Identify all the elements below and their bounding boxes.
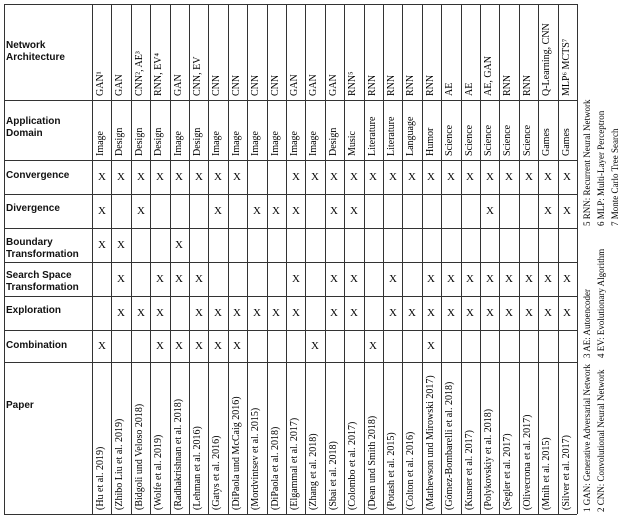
row-rule [4,330,577,331]
row-rule [4,4,577,5]
domain-cell: Image [270,131,281,156]
col-rule [286,4,287,514]
criterion-mark: X [156,340,164,352]
col-rule [441,4,442,514]
network-cell: GAN¹ [95,71,106,96]
criterion-mark: X [292,171,300,183]
criterion-mark: X [214,307,222,319]
domain-cell: Science [522,124,533,156]
col-rule [131,4,132,514]
criterion-mark: X [292,307,300,319]
network-cell: RNN⁵ [347,71,358,96]
paper-cell: (Zhibo Liu et al. 2019) [114,418,125,510]
network-cell: RNN [502,74,513,96]
paper-cell: (Lehman et al. 2016) [192,426,203,510]
criterion-mark: X [525,273,533,285]
criterion-mark: X [175,171,183,183]
domain-cell: Literature [386,116,397,156]
domain-cell: Image [289,131,300,156]
col-rule [558,4,559,514]
col-rule [480,4,481,514]
criterion-mark: X [486,171,494,183]
criterion-mark: X [195,307,203,319]
criterion-mark: X [156,273,164,285]
col-rule [344,4,345,514]
criterion-mark: X [330,205,338,217]
col-rule [538,4,539,514]
criterion-mark: X [137,171,145,183]
paper-cell: (Hu et al. 2019) [95,446,106,510]
footnote: 6 MLP: Multi-Layer Perceptron [596,110,606,226]
criterion-mark: X [175,239,183,251]
criterion-mark: X [369,171,377,183]
paper-cell: (Radhakrishnan et al. 2018) [173,398,184,510]
criterion-mark: X [195,340,203,352]
criterion-mark: X [233,340,241,352]
domain-cell: Image [250,131,261,156]
paper-cell: (Polykovskiy et al. 2018) [483,408,494,510]
criterion-mark: X [544,307,552,319]
domain-cell: Humor [425,127,436,156]
footnote: 3 AE: Autoencoder [582,289,592,358]
row-rule [4,228,577,229]
criterion-mark: X [195,171,203,183]
criterion-mark: X [117,239,125,251]
paper-cell: (Colton et al. 2016) [405,431,416,510]
network-cell: Q-Learning, CNN [541,23,552,96]
domain-cell: Science [464,124,475,156]
criterion-mark: X [98,171,106,183]
criterion-mark: X [137,205,145,217]
paper-cell: (Elgammal et al. 2017) [289,417,300,510]
paper-cell: (Segler et al. 2017) [502,433,513,510]
domain-cell: Games [561,128,572,156]
network-cell: GAN [328,74,339,96]
criterion-mark: X [505,171,513,183]
criterion-mark: X [137,307,145,319]
col-rule [519,4,520,514]
criterion-mark: X [330,171,338,183]
col-rule [577,4,578,514]
col-rule [189,4,190,514]
criterion-mark: X [292,273,300,285]
row-rule [4,296,577,297]
network-cell: RNN, EV⁴ [153,53,164,96]
row-header-paper: Paper [6,400,34,411]
criterion-mark: X [525,171,533,183]
col-rule [92,4,93,514]
paper-cell: (DiPaola et al. 2018) [270,426,281,510]
footnote: 4 EV: Evolutionary Algorithm [596,248,606,358]
paper-cell: (Gatys et al. 2016) [211,435,222,510]
network-cell: AE, GAN [483,56,494,96]
criterion-mark: X [98,239,106,251]
col-rule [499,4,500,514]
criterion-mark: X [214,171,222,183]
row-header-exploration: Exploration [6,305,62,316]
col-rule [305,4,306,514]
paper-cell: (DiPaola und McCaig 2016) [231,396,242,510]
footnote: 5 RNN: Recurrent Neural Network [582,99,592,226]
criterion-mark: X [389,273,397,285]
domain-cell: Image [231,131,242,156]
col-rule [383,4,384,514]
paper-cell: (Kusner et al. 2017) [464,430,475,510]
criterion-mark: X [505,273,513,285]
criterion-mark: X [466,273,474,285]
criterion-mark: X [117,171,125,183]
criterion-mark: X [233,307,241,319]
criterion-mark: X [427,171,435,183]
criterion-mark: X [98,205,106,217]
criterion-mark: X [156,307,164,319]
network-cell: RNN [405,74,416,96]
criterion-mark: X [505,307,513,319]
criterion-mark: X [544,273,552,285]
domain-cell: Literature [367,116,378,156]
criterion-mark: X [447,307,455,319]
criterion-mark: X [156,171,164,183]
col-rule [325,4,326,514]
criterion-mark: X [544,171,552,183]
col-rule [267,4,268,514]
paper-cell: (Mordvintsev et al. 2015) [250,407,261,510]
criterion-mark: X [253,307,261,319]
network-cell: CNN [231,74,242,96]
criterion-mark: X [175,273,183,285]
criterion-mark: X [447,171,455,183]
footnote: 2 CNN: Convolutional Neural Network [596,369,606,512]
domain-cell: Music [347,131,358,156]
criterion-mark: X [117,307,125,319]
criterion-mark: X [563,171,571,183]
domain-cell: Image [95,131,106,156]
col-rule [170,4,171,514]
network-cell: RNN [522,74,533,96]
domain-cell: Design [328,127,339,156]
network-cell: CNN [211,74,222,96]
criterion-mark: X [214,205,222,217]
footnote: 1 GAN: Generative Adversarial Network [582,364,592,512]
row-rule [4,262,577,263]
row-header-network-architecture: Network Architecture [6,40,65,63]
criterion-mark: X [427,273,435,285]
criterion-mark: X [233,171,241,183]
criterion-mark: X [486,205,494,217]
network-cell: GAN [173,74,184,96]
criterion-mark: X [350,205,358,217]
footnote: 7 Monte Carlo Tree Search [610,128,620,226]
paper-cell: (Zhang et al. 2018) [308,433,319,510]
criterion-mark: X [563,307,571,319]
paper-cell: (Wolfe et al. 2019) [153,434,164,510]
network-cell: AE [444,82,455,96]
criterion-mark: X [486,307,494,319]
criterion-mark: X [427,307,435,319]
row-header-divergence: Divergence [6,203,60,214]
criterion-mark: X [330,273,338,285]
row-header-convergence: Convergence [6,170,70,181]
criterion-mark: X [311,171,319,183]
domain-cell: Science [502,124,513,156]
network-cell: GAN [114,74,125,96]
col-rule [247,4,248,514]
criterion-mark: X [447,273,455,285]
criterion-mark: X [389,171,397,183]
criterion-mark: X [563,273,571,285]
paper-cell: (Bidgoli und Veloso 2018) [134,403,145,510]
col-rule [208,4,209,514]
criterion-mark: X [195,273,203,285]
paper-cell: (Mnih et al. 2015) [541,437,552,510]
criterion-mark: X [117,273,125,285]
domain-cell: Design [134,127,145,156]
criterion-mark: X [98,340,106,352]
network-cell: RNN [425,74,436,96]
criterion-mark: X [330,307,338,319]
paper-cell: (Silver et al. 2017) [561,435,572,510]
criterion-mark: X [544,205,552,217]
criterion-mark: X [272,307,280,319]
row-header-search-space-transformation: Search Space Transformation [6,270,79,293]
criterion-mark: X [214,340,222,352]
domain-cell: Design [114,127,125,156]
criterion-mark: X [427,340,435,352]
network-cell: RNN [367,74,378,96]
row-rule [4,100,577,101]
criterion-mark: X [175,340,183,352]
criterion-mark: X [272,205,280,217]
paper-cell: (Dean und Smith 2018) [367,415,378,510]
network-cell: AE [464,82,475,96]
row-rule [4,194,577,195]
row-header-combination: Combination [6,340,68,351]
criterion-mark: X [350,171,358,183]
domain-cell: Design [153,127,164,156]
criterion-mark: X [350,307,358,319]
network-cell: CNN², AE³ [134,51,145,96]
row-header-application-domain: Application Domain [6,116,61,139]
col-rule [228,4,229,514]
domain-cell: Science [444,124,455,156]
domain-cell: Image [173,131,184,156]
criterion-mark: X [292,205,300,217]
network-cell: RNN [386,74,397,96]
domain-cell: Image [211,131,222,156]
criterion-mark: X [563,205,571,217]
row-rule [4,160,577,161]
paper-cell: (Sbai et al. 2018) [328,441,339,510]
criterion-mark: X [466,307,474,319]
row-rule [4,362,577,363]
criterion-mark: X [486,273,494,285]
criterion-mark: X [253,205,261,217]
paper-cell: (Gómez-Bombarelli et al. 2018) [444,381,455,510]
paper-cell: (Colombo et al. 2017) [347,421,358,510]
criterion-mark: X [311,340,319,352]
domain-cell: Image [308,131,319,156]
paper-cell: (Mathewson und Mirowski 2017) [425,375,436,510]
row-rule [4,514,577,515]
network-cell: MLP⁶ MCTS⁷ [561,38,572,96]
col-rule [150,4,151,514]
domain-cell: Design [192,127,203,156]
network-cell: CNN, EV [192,56,203,96]
col-rule [364,4,365,514]
paper-cell: (Olivecrona et al. 2017) [522,414,533,510]
network-cell: GAN [308,74,319,96]
criterion-mark: X [408,171,416,183]
col-rule [4,4,5,514]
paper-cell: (Potash et al. 2015) [386,432,397,510]
domain-cell: Language [405,116,416,156]
criterion-mark: X [525,307,533,319]
col-rule [422,4,423,514]
criterion-mark: X [466,171,474,183]
network-cell: GAN [289,74,300,96]
criterion-mark: X [350,273,358,285]
criterion-mark: X [389,307,397,319]
criterion-mark: X [408,307,416,319]
network-cell: CNN [270,74,281,96]
row-header-boundary-transformation: Boundary Transformation [6,237,79,260]
network-cell: CNN [250,74,261,96]
col-rule [111,4,112,514]
col-rule [461,4,462,514]
col-rule [402,4,403,514]
domain-cell: Science [483,124,494,156]
criterion-mark: X [369,340,377,352]
domain-cell: Games [541,128,552,156]
